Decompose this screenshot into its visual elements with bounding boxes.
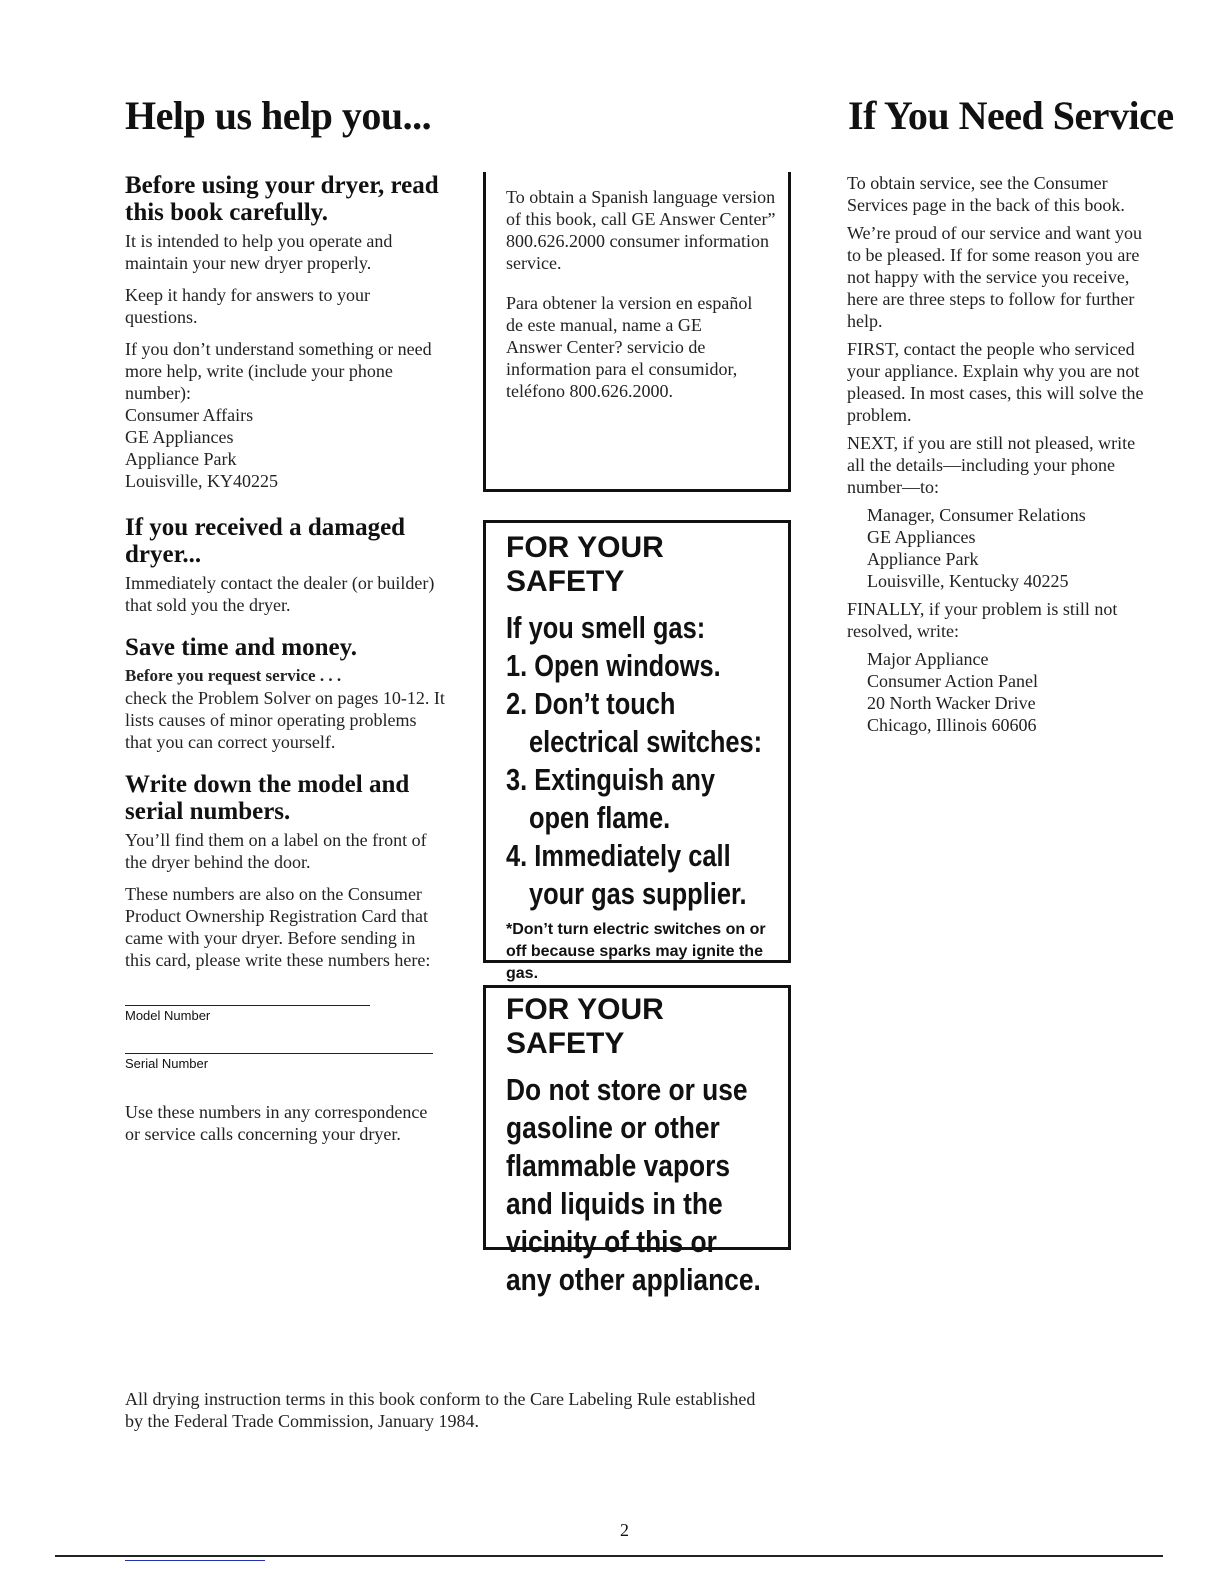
paragraph: These numbers are also on the Consumer Product Ownership Registration Card that came with your dryer. Before sending in this card, please write these numbers here: <box>125 884 431 970</box>
left-column <box>125 172 445 1163</box>
spanish-info-box <box>483 172 791 492</box>
footer-accent-line <box>125 1560 265 1561</box>
gas-safety-box <box>483 520 791 982</box>
section-save-time <box>125 634 445 753</box>
section-heading: Before using your dryer, read this book carefully. <box>125 172 439 226</box>
paragraph: NEXT, if you are still not pleased, write all the details—including your phone number—to: <box>847 433 1136 497</box>
instruction: 1. Open windows. <box>506 648 721 683</box>
page-title-left: Help us help you... <box>125 93 432 138</box>
model-number-field[interactable]: Model Number <box>125 1005 370 1023</box>
paragraph: Use these numbers in any correspondence or service calls concerning your dryer. <box>125 1102 428 1144</box>
paragraph: Immediately contact the dealer (or builder) that sold you the dryer. <box>125 573 435 615</box>
instruction: 2. Don’t touch <box>506 686 676 721</box>
section-heading: Write down the model and serial numbers. <box>125 771 410 825</box>
paragraph: We’re proud of our service and want you to be pleased. If for some reason you are not happy with the service you receive, here are three steps to follow for further help. <box>847 223 1142 331</box>
address-line: GE Appliances <box>867 527 976 547</box>
address-line: Appliance Park <box>125 449 237 469</box>
paragraph: It is intended to help you operate and maintain your new dryer properly. <box>125 231 393 273</box>
paragraph: FINALLY, if your problem is still not resolved, write: <box>847 599 1118 641</box>
address-line: Louisville, KY40225 <box>125 471 278 491</box>
section-model-serial <box>125 771 445 1145</box>
instruction: electrical switches: <box>528 724 763 759</box>
address-line: Major Appliance <box>867 649 989 669</box>
spanish-info-english: To obtain a Spanish language version of this book, call GE Answer Center” 800.626.2000 consumer information service. <box>506 187 776 273</box>
safety-note: *Don’t turn electric switches on or off because sparks may ignite the gas. <box>506 921 766 982</box>
address-line: Chicago, Illinois 60606 <box>867 715 1037 735</box>
lead-text: Before you request service . . . <box>125 666 342 685</box>
paragraph: To obtain service, see the Consumer Services page in the back of this book. <box>847 173 1125 215</box>
instruction: 4. Immediately call <box>506 838 731 873</box>
paragraph: You’ll find them on a label on the front of the dryer behind the door. <box>125 830 427 872</box>
section-damaged-dryer <box>125 514 445 616</box>
consumer-action-panel-address <box>847 648 1157 736</box>
page-number: 2 <box>620 1520 629 1540</box>
section-before-using <box>125 172 445 492</box>
safety-title: FOR YOUR SAFETY <box>506 993 664 1060</box>
address-line: Louisville, Kentucky 40225 <box>867 571 1069 591</box>
section-heading: If you received a damaged dryer... <box>125 514 406 568</box>
safety-title: FOR YOUR SAFETY <box>506 531 664 598</box>
spanish-info-spanish: Para obtener la version en español de este manual, name a GE Answer Center? servicio de information para el consumidor, teléfono 800.626.2000. <box>506 293 753 401</box>
gas-safety-instructions <box>506 609 795 913</box>
paragraph: FIRST, contact the people who serviced your appliance. Explain why you are not pleased. In most cases, this will solve the problem. <box>847 339 1144 425</box>
address-line: GE Appliances <box>125 427 234 447</box>
instruction: If you smell gas: <box>506 610 706 645</box>
address-line: Consumer Action Panel <box>867 671 1038 691</box>
address-line: Manager, Consumer Relations <box>867 505 1086 525</box>
address-line: Consumer Affairs <box>125 405 254 425</box>
address-line: 20 North Wacker Drive <box>867 693 1036 713</box>
care-labeling-note: All drying instruction terms in this book conform to the Care Labeling Rule established by the Federal Trade Commission, January 1984. <box>125 1389 756 1431</box>
instruction: open flame. <box>528 800 671 835</box>
paragraph: Keep it handy for answers to your questions. <box>125 285 370 327</box>
instruction: your gas supplier. <box>528 876 747 911</box>
consumer-relations-address <box>847 504 1157 592</box>
serial-number-field[interactable]: Serial Number <box>125 1053 433 1071</box>
paragraph: check the Problem Solver on pages 10-12. It lists causes of minor operating problems that you can correct yourself. <box>125 688 445 752</box>
instruction: 3. Extinguish any <box>506 762 716 797</box>
flammable-warning: Do not store or use gasoline or other flammable vapors and liquids in the vicinity of this or any other appliance. <box>506 1072 761 1297</box>
paragraph: If you don’t understand something or need more help, write (include your phone number): <box>125 339 432 403</box>
section-heading: Save time and money. <box>125 634 357 661</box>
flammable-safety-box <box>483 985 791 1297</box>
footer-divider <box>55 1555 1163 1557</box>
right-column <box>847 172 1157 736</box>
address-line: Appliance Park <box>867 549 979 569</box>
page-title-right: If You Need Service <box>848 93 1174 138</box>
